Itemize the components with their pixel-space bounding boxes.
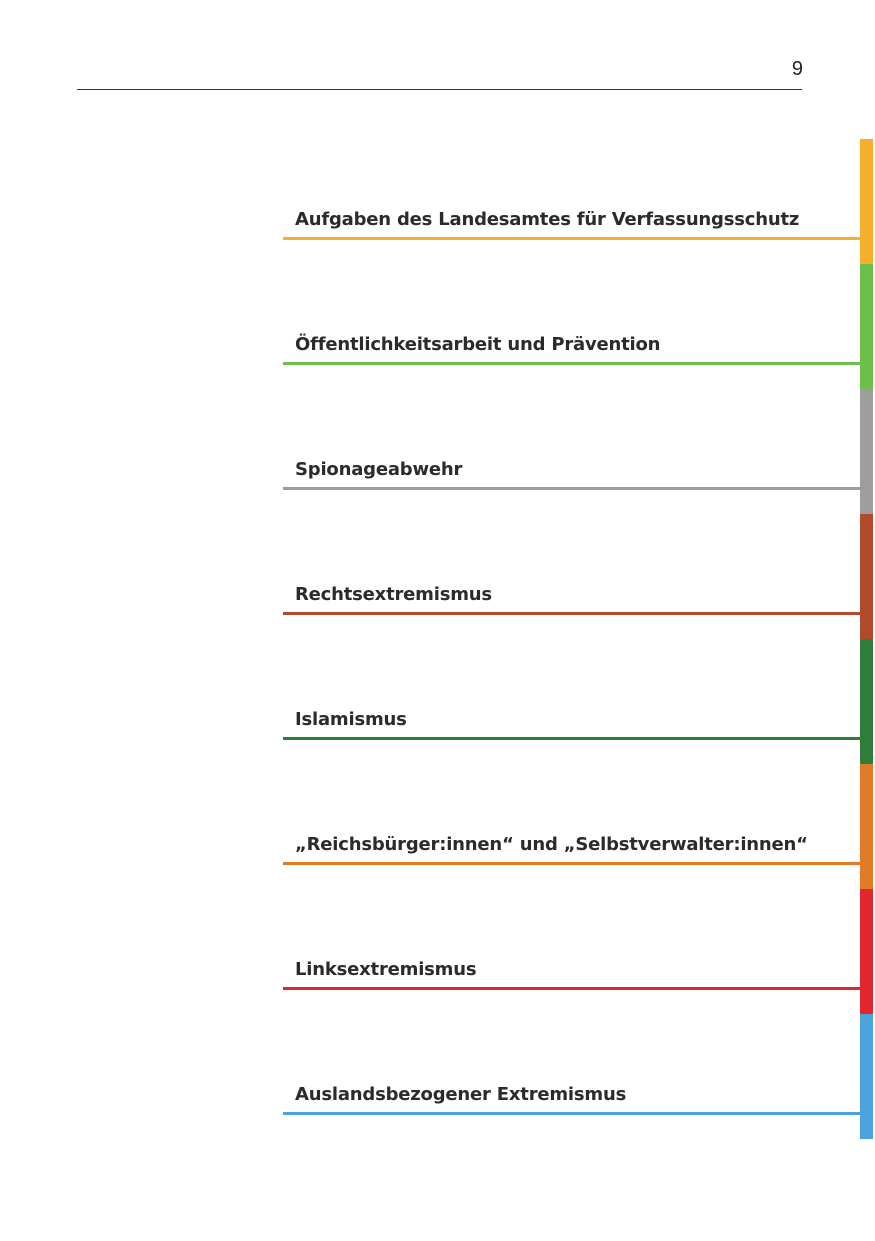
section-title: Islamismus <box>295 709 407 730</box>
section-title: Aufgaben des Landesamtes für Verfassungsschutz <box>295 209 800 230</box>
section-color-rule <box>283 237 860 240</box>
section-title: Öffentlichkeitsarbeit und Prävention <box>295 334 661 355</box>
side-color-tab[interactable] <box>860 139 873 264</box>
section-entry[interactable] <box>283 139 860 264</box>
section-entry[interactable] <box>283 389 860 514</box>
page-number: 9 <box>791 58 803 80</box>
header-rule <box>77 89 802 90</box>
side-color-tab[interactable] <box>860 389 873 514</box>
section-title: Rechtsextremismus <box>295 584 492 605</box>
section-entry[interactable] <box>283 639 860 764</box>
side-color-tab[interactable] <box>860 1014 873 1139</box>
section-color-rule <box>283 612 860 615</box>
section-color-rule <box>283 737 860 740</box>
section-color-rule <box>283 487 860 490</box>
section-title: Linksextremismus <box>295 959 477 980</box>
side-color-tab[interactable] <box>860 764 873 889</box>
side-color-tab[interactable] <box>860 639 873 764</box>
side-color-tab[interactable] <box>860 514 873 639</box>
section-entry[interactable] <box>283 1014 860 1139</box>
side-color-tab[interactable] <box>860 889 873 1014</box>
section-title: Spionageabwehr <box>295 459 463 480</box>
section-color-rule <box>283 862 860 865</box>
section-entry[interactable] <box>283 264 860 389</box>
section-title: Auslandsbezogener Extremismus <box>295 1084 627 1105</box>
section-entry[interactable] <box>283 514 860 639</box>
section-color-rule <box>283 362 860 365</box>
section-color-rule <box>283 987 860 990</box>
section-title: „Reichsbürger:innen“ und „Selbstverwalter:innen“ <box>295 834 808 855</box>
side-color-tab[interactable] <box>860 264 873 389</box>
section-entry[interactable] <box>283 764 860 889</box>
section-entry[interactable] <box>283 889 860 1014</box>
section-color-rule <box>283 1112 860 1115</box>
